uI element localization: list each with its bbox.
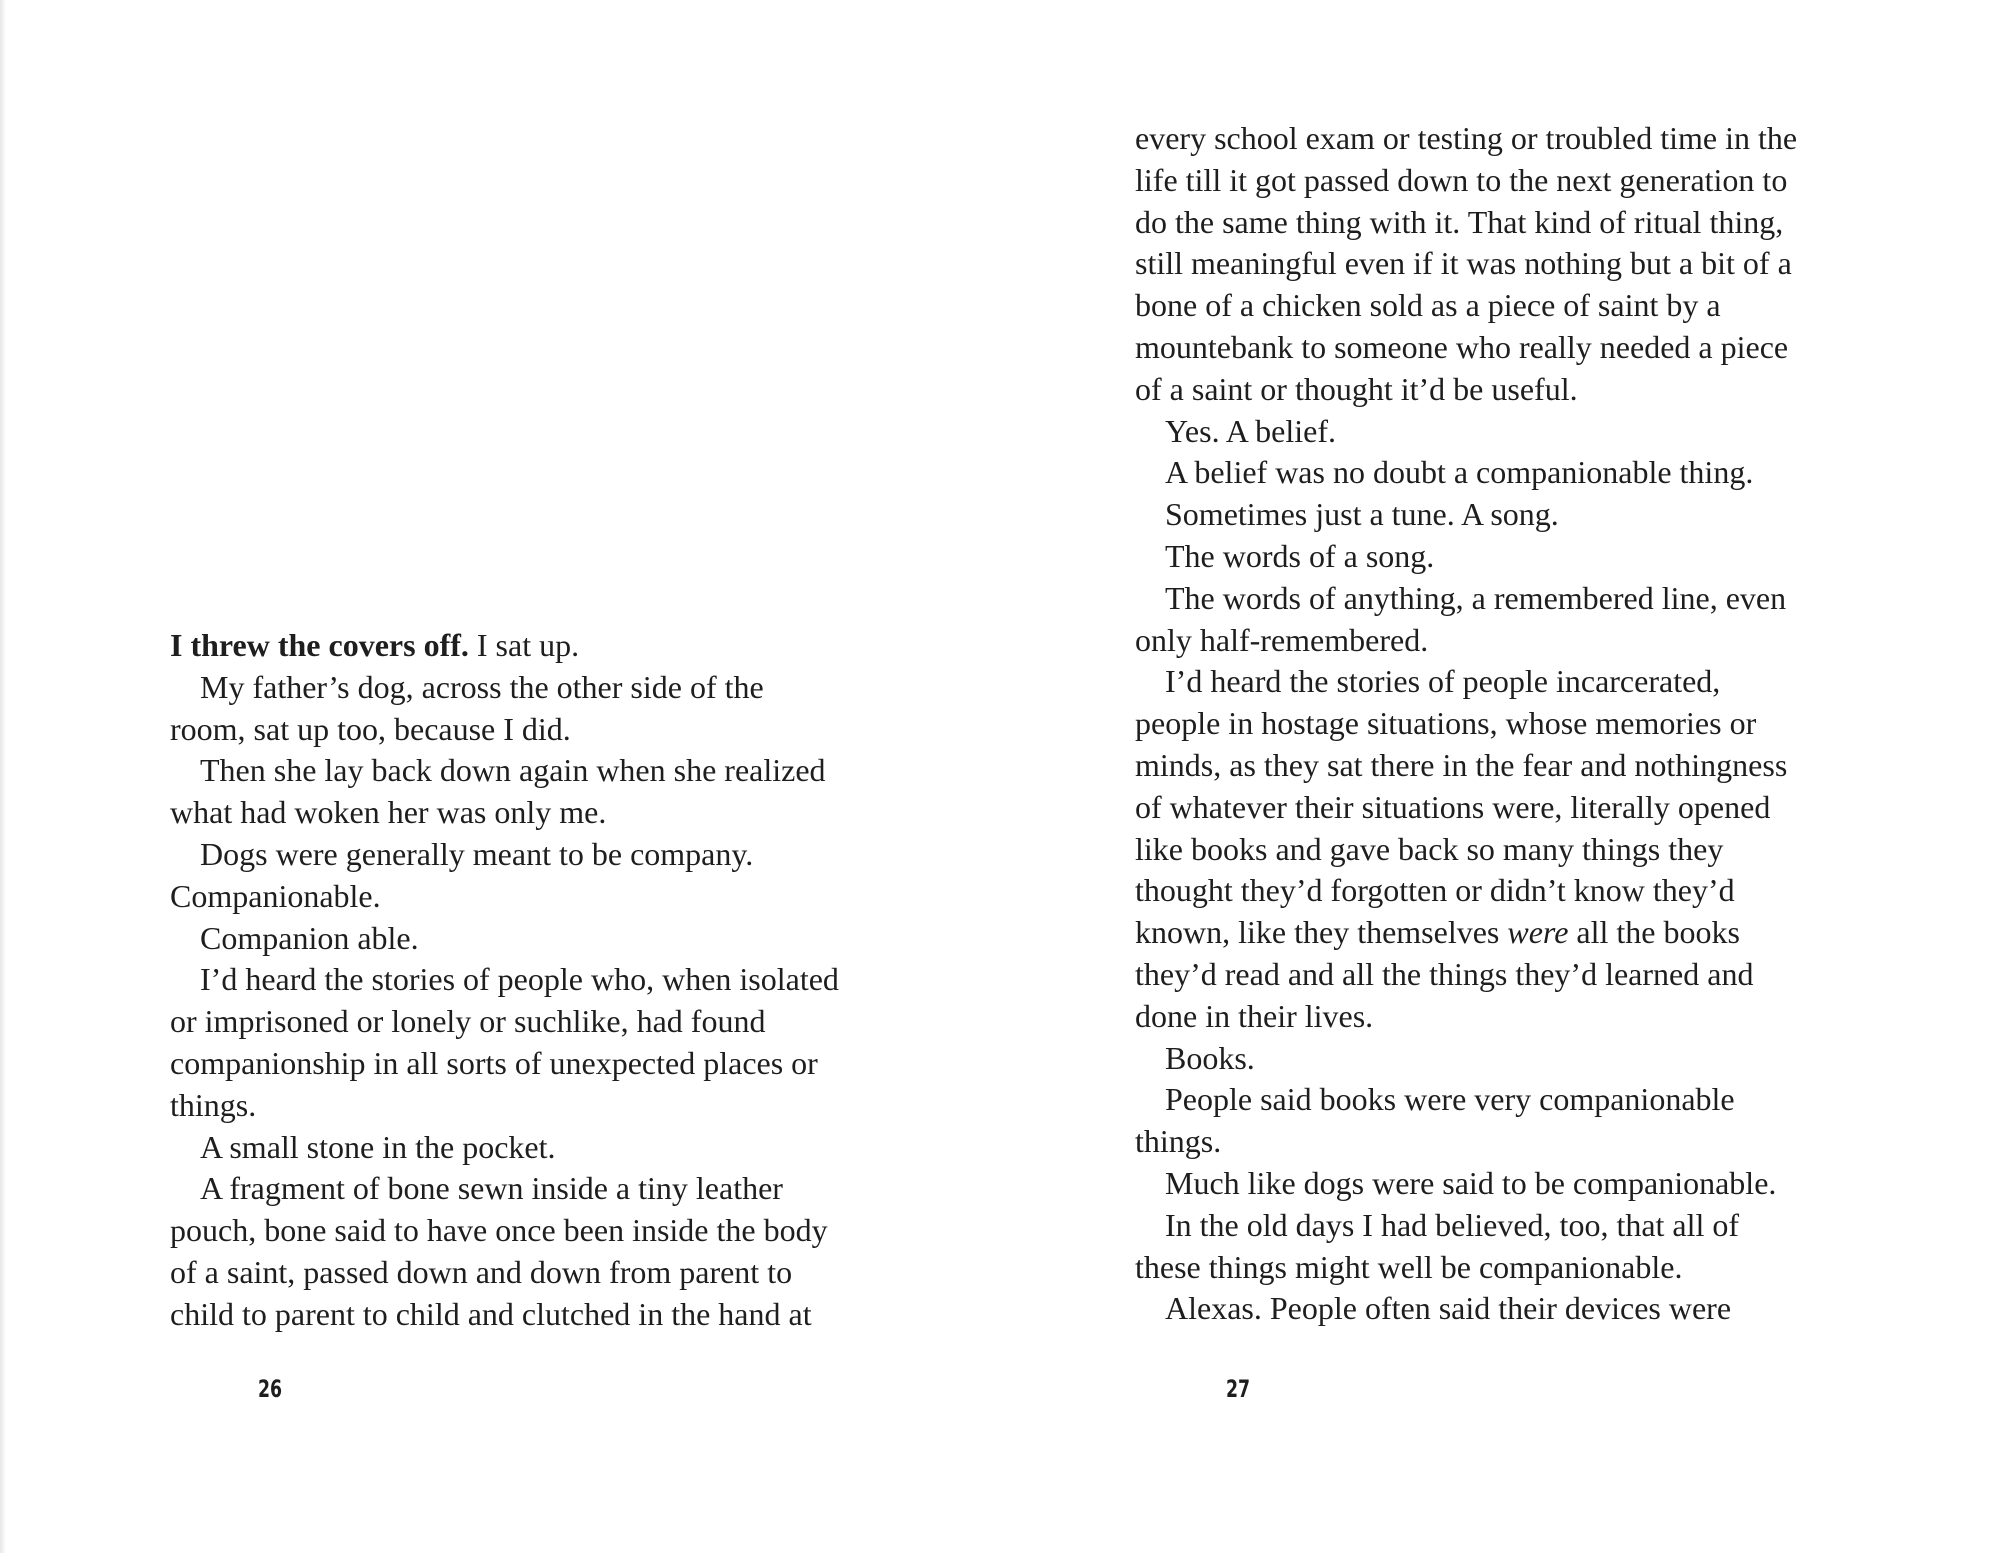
text-line: A small stone in the pocket. [200,1128,556,1165]
text-line: people in hostage situations, whose memories or [1135,705,1757,742]
text-line: Companion able. [200,919,419,956]
left-page-text [170,625,910,1336]
text-line: The words of a song. [1165,537,1435,574]
italic-emphasis: were [1507,914,1569,951]
text-line: done in their lives. [1135,997,1374,1034]
text-segment: all the books [1568,914,1740,951]
text-line: Then she lay back down again when she realized [200,752,826,789]
text-line: My father’s dog, across the other side of the [200,668,764,705]
text-line: what had woken her was only me. [170,794,607,831]
text-line: People said books were very companionable [1165,1081,1735,1118]
text-line: they’d read and all the things they’d learned and [1135,955,1754,992]
page-number: 27 [1226,1375,1251,1403]
text-line: I’d heard the stories of people incarcerated, [1165,663,1721,700]
text-line: still meaningful even if it was nothing but a bit of a [1135,245,1792,282]
text-line [170,625,910,667]
text-line: A belief was no doubt a companionable thing. [1165,454,1754,491]
text-line: of a saint, passed down and down from parent to [170,1253,793,1290]
right-page [1000,0,2000,1553]
text-line: things. [170,1086,257,1123]
page-number: 26 [258,1375,283,1403]
text-line: or imprisoned or lonely or suchlike, had found [170,1003,766,1040]
text-line: like books and gave back so many things they [1135,830,1724,867]
text-line: Alexas. People often said their devices were [1165,1290,1732,1327]
text-line: of a saint or thought it’d be useful. [1135,370,1578,407]
chapter-lead-in: I threw the covers off. [170,627,469,663]
text-line: of whatever their situations were, literally opened [1135,788,1771,825]
right-page-text [1135,118,1875,1330]
text-line: bone of a chicken sold as a piece of saint by a [1135,287,1721,324]
text-line: The words of anything, a remembered line, even [1165,579,1787,616]
text-line: child to parent to child and clutched in the hand at [170,1295,812,1332]
text-line: companionship in all sorts of unexpected places or [170,1044,818,1081]
text-line: things. [1135,1123,1222,1160]
text-line: room, sat up too, because I did. [170,710,571,747]
text-segment: known, like they themselves [1135,914,1508,951]
text-line: Companionable. [170,877,381,914]
text-line: thought they’d forgotten or didn’t know they’d [1135,872,1735,909]
text-line: In the old days I had believed, too, that all of [1165,1206,1740,1243]
text-line: these things might well be companionable. [1135,1248,1683,1285]
text-line: do the same thing with it. That kind of ritual thing, [1135,203,1784,240]
text-line: Books. [1165,1039,1255,1076]
text-line: life till it got passed down to the next generation to [1135,161,1788,198]
text-line: Much like dogs were said to be companionable. [1165,1164,1777,1201]
text-line: minds, as they sat there in the fear and nothingness [1135,746,1788,783]
text-line: mountebank to someone who really needed a piece [1135,328,1789,365]
text-segment: I sat up. [468,627,580,663]
text-line: every school exam or testing or troubled time in the [1135,120,1798,156]
text-line: pouch, bone said to have once been inside the body [170,1212,828,1249]
text-line: Yes. A belief. [1165,412,1336,449]
text-line [1135,912,1875,954]
text-line: Dogs were generally meant to be company. [200,835,754,872]
text-line: A fragment of bone sewn inside a tiny leather [200,1170,783,1207]
text-line: only half-remembered. [1135,621,1429,658]
text-line: Sometimes just a tune. A song. [1165,496,1559,533]
text-line: I’d heard the stories of people who, when isolated [200,961,839,998]
